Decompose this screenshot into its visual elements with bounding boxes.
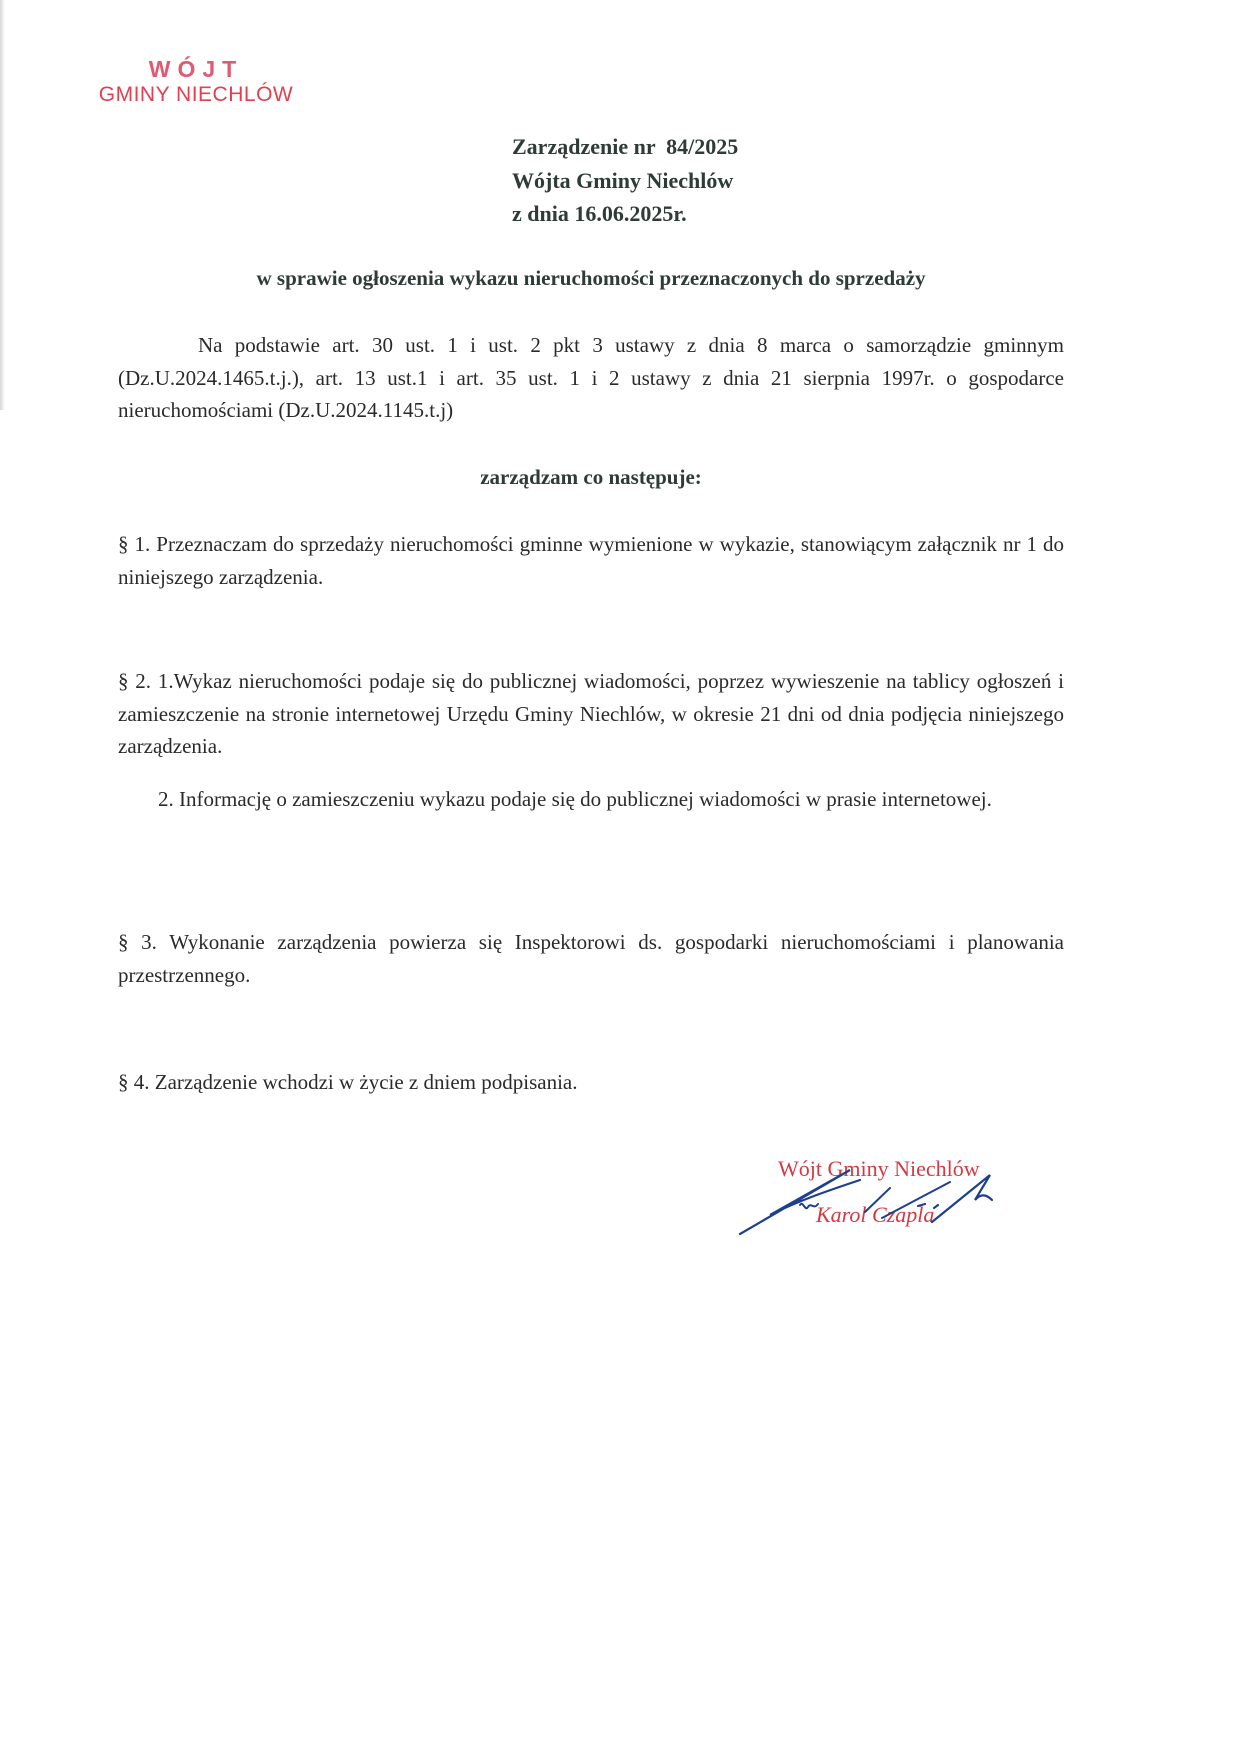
signature-stamp-title: Wójt Gminy Niechlów: [778, 1156, 980, 1181]
scan-edge-shadow: [0, 0, 5, 410]
paragraph-1: § 1. Przeznaczam do sprzedaży nieruchomości gminne wymienione w wykazie, stanowiącym załącznik nr 1 do niniejszego zarządzenia.: [118, 532, 1064, 589]
signature-stamp-name: Karol Czapla: [816, 1202, 935, 1227]
paragraph-4: § 4. Zarządzenie wchodzi w życie z dniem podpisania.: [118, 1070, 578, 1094]
header-ordinance-number: Zarządzenie nr 84/2025: [512, 134, 739, 159]
legal-basis-paragraph: Na podstawie art. 30 ust. 1 i ust. 2 pkt 3 ustawy z dnia 8 marca o samorządzie gminnym (Dz.U.2024.1465.t.j.), art. 13 ust.1 i art. 35 ust. 1 i 2 ustawy z dnia 21 sierpnia 1997r. o gospodarce nieruchomościami (Dz.U.2024.1145.t.j): [118, 333, 1064, 422]
decree-heading: zarządzam co następuje:: [480, 465, 702, 489]
document-subject: w sprawie ogłoszenia wykazu nieruchomości przeznaczonych do sprzedaży: [256, 266, 926, 290]
header-date: z dnia 16.06.2025r.: [512, 201, 687, 226]
header-issuer: Wójta Gminy Niechlów: [512, 167, 734, 193]
paragraph-2-section-1: § 2. 1.Wykaz nieruchomości podaje się do publicznej wiadomości, poprzez wywieszenie na tablicy ogłoszeń i zamieszczenie na stronie internetowej Urzędu Gminy Niechlów, w okresie 21 dni od dnia podjęcia niniejszego zarządzenia.: [118, 669, 1064, 758]
office-stamp: [84, 56, 308, 108]
signature-block: [700, 1130, 1040, 1260]
stamp-line-1: WÓJT: [148, 56, 244, 82]
stamp-line-2: GMINY NIECHLÓW: [98, 83, 294, 106]
document-header: [512, 130, 738, 231]
paragraph-3: § 3. Wykonanie zarządzenia powierza się Inspektorowi ds. gospodarki nieruchomościami i planowania przestrzennego.: [118, 930, 1064, 987]
handwritten-signature: [700, 1130, 1040, 1260]
paragraph-2-section-2: 2. Informację o zamieszczeniu wykazu podaje się do publicznej wiadomości w prasie internetowej.: [158, 787, 992, 811]
